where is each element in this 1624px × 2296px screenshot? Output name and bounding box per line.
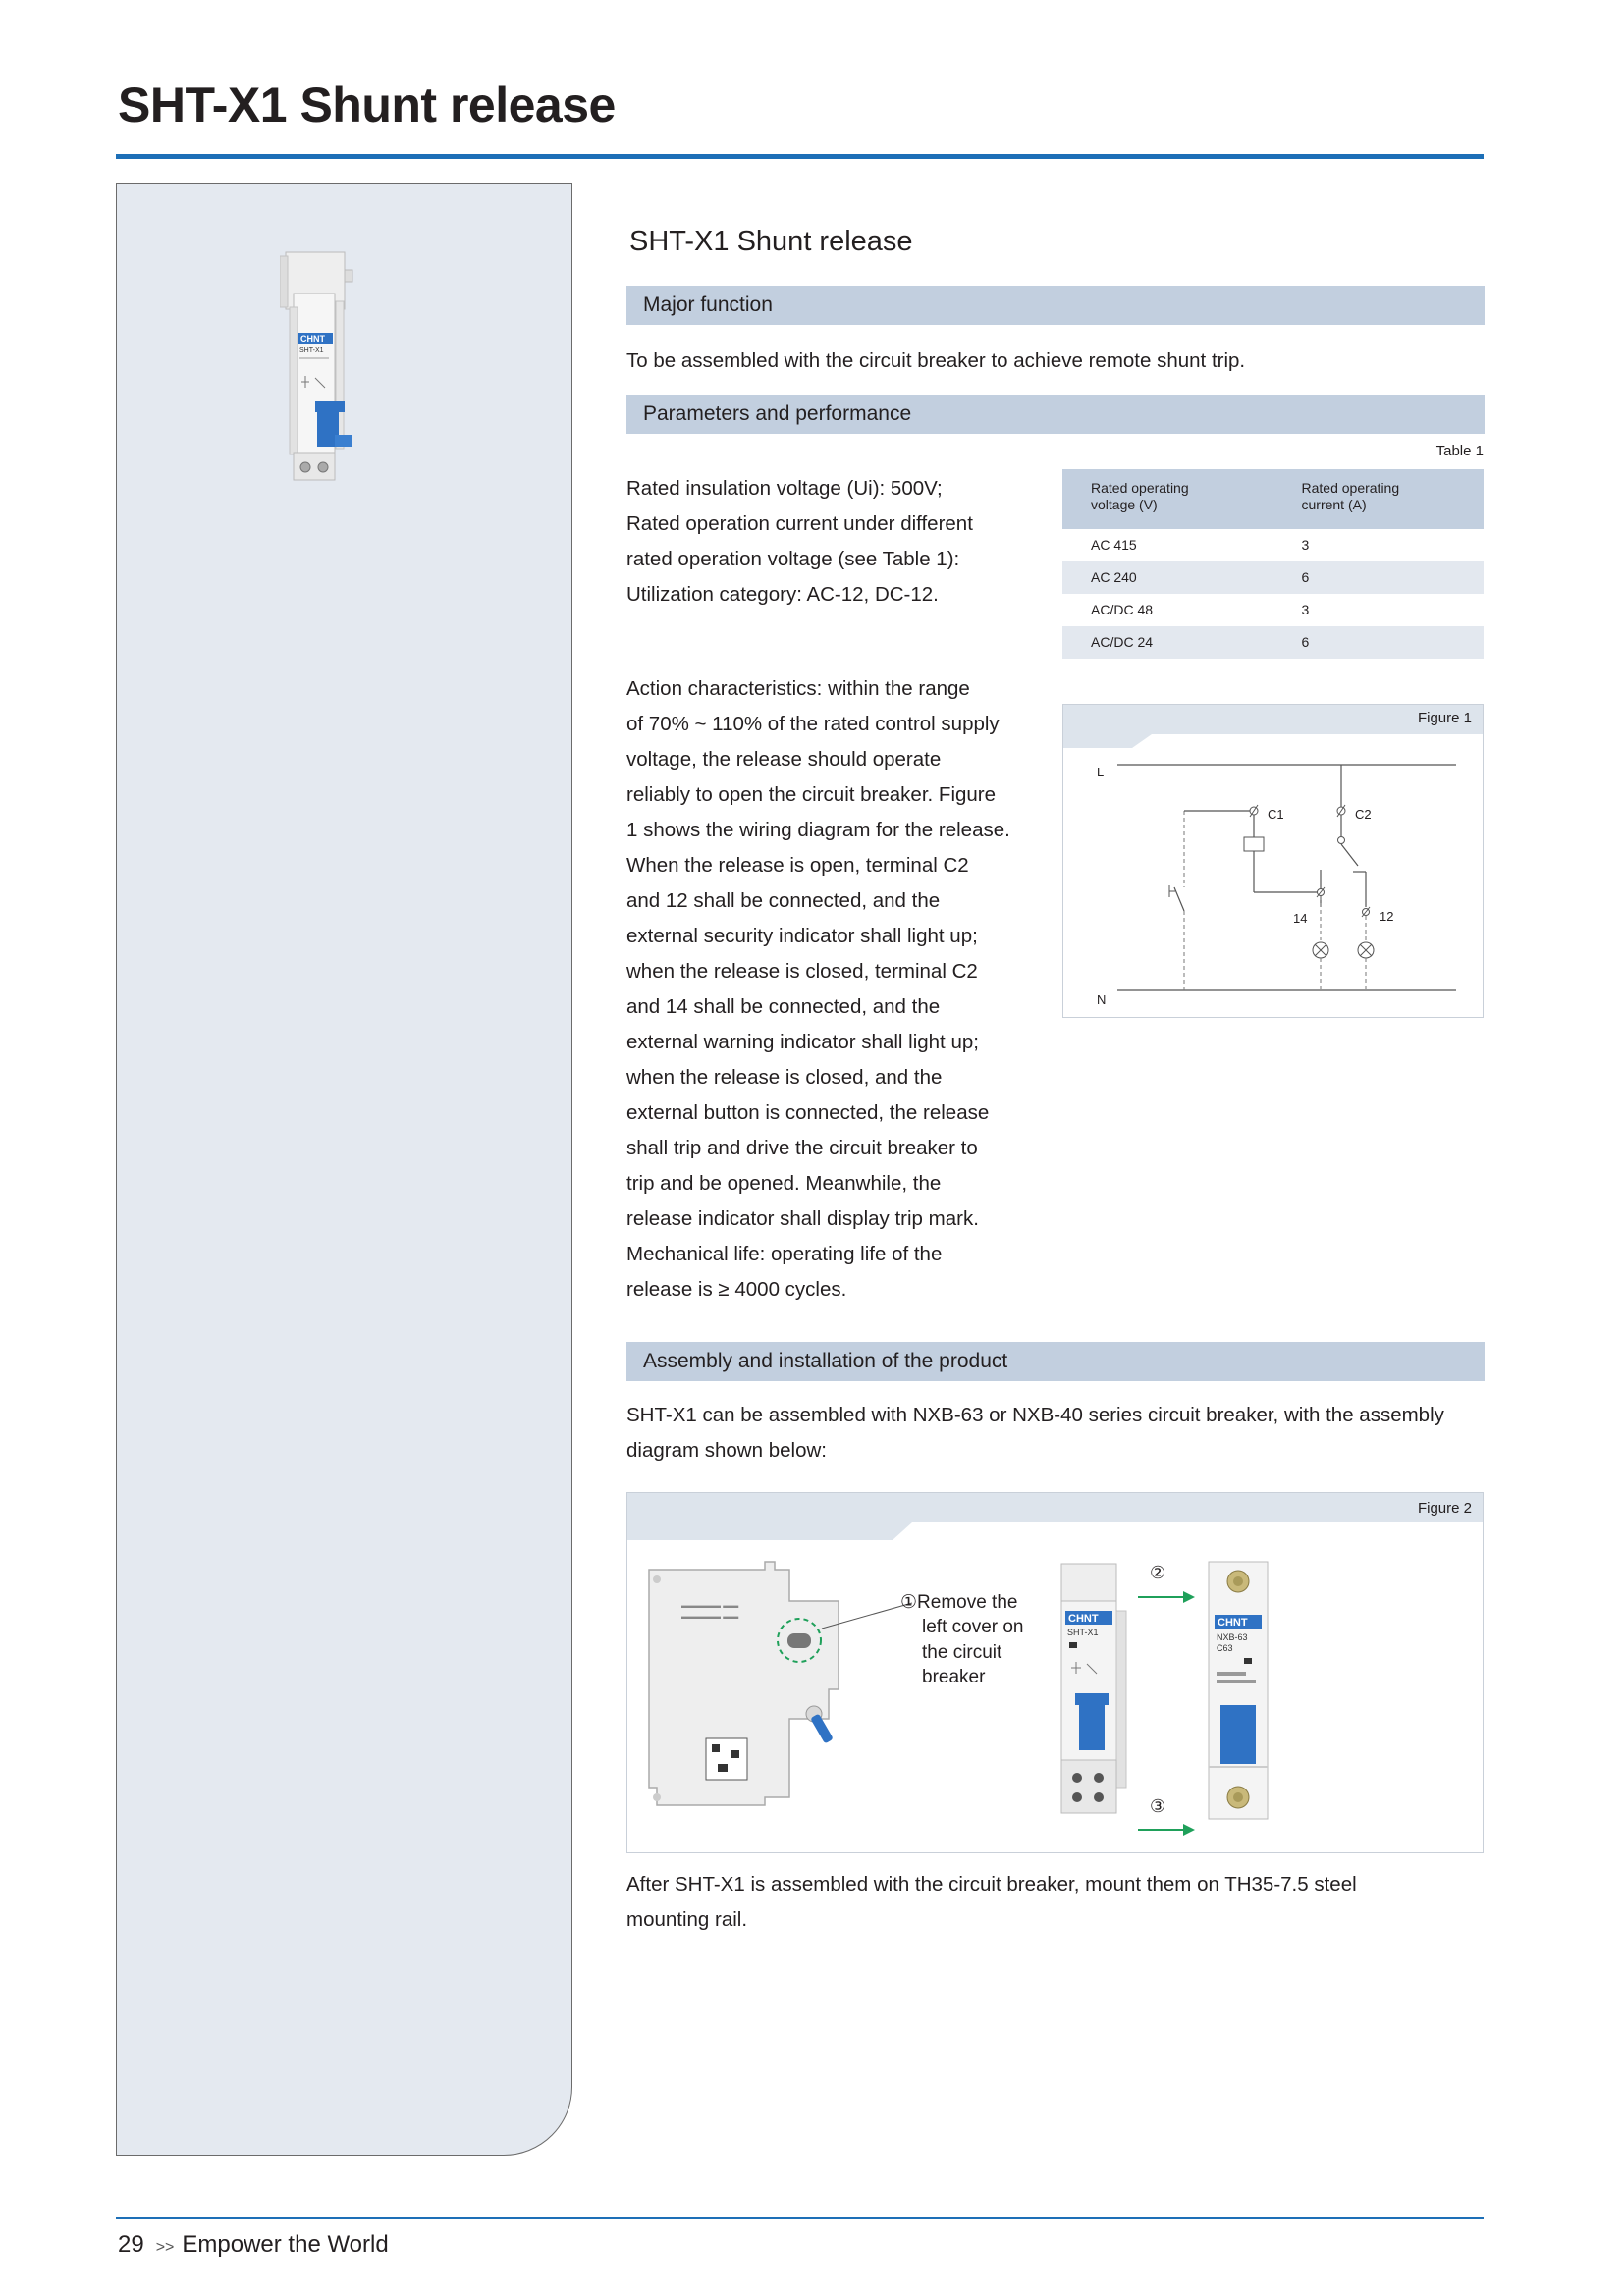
mounting-text: [626, 1867, 1357, 1938]
table-row: [1062, 594, 1484, 626]
assembly-line: SHT-X1 can be assembled with NXB-63 or NXB-40 series circuit breaker, with the assembly: [626, 1404, 1444, 1426]
step3-arrow-icon: [1138, 1824, 1195, 1836]
page-title: SHT-X1 Shunt release: [118, 78, 616, 133]
circuit-breaker-front-view: [1209, 1562, 1268, 1819]
figure1-wiring-diagram: [1062, 704, 1484, 1018]
action-line: shall trip and drive the circuit breaker to: [626, 1137, 978, 1159]
table-cell: AC/DC 48: [1091, 602, 1154, 617]
assembly-heading: Assembly and installation of the product: [626, 1342, 1485, 1381]
figure2-assembly-diagram: [626, 1492, 1484, 1853]
neutral-terminal-label: N: [1097, 992, 1107, 1007]
table-cell: 6: [1273, 561, 1485, 594]
table-cell: 3: [1301, 537, 1310, 553]
table-cell: 3: [1301, 602, 1310, 617]
line-terminal-label: L: [1097, 765, 1105, 779]
release-model-label: SHT-X1: [1067, 1628, 1099, 1637]
parameters-text: [626, 471, 973, 613]
parameters-line: Rated operation current under different: [626, 512, 973, 535]
step3-marker: ③: [1150, 1796, 1166, 1817]
mounting-line: After SHT-X1 is assembled with the circuit breaker, mount them on TH35-7.5 steel: [626, 1873, 1357, 1896]
mounting-line: mounting rail.: [626, 1908, 748, 1931]
action-line: external button is connected, the release: [626, 1101, 990, 1124]
table-header-row: [1062, 469, 1484, 529]
table-header-current: Rated operating current (A): [1273, 469, 1485, 529]
table-row: [1062, 626, 1484, 659]
page-number: 29: [118, 2231, 144, 2258]
step2-marker: ②: [1150, 1563, 1166, 1583]
svg-text:▬▬▬▬▬ ▬▬: ▬▬▬▬▬ ▬▬: [681, 1601, 739, 1610]
product-model-label: SHT-X1: [299, 347, 324, 354]
warning-lamp-icon: [1313, 942, 1328, 958]
footer-arrows: >>: [155, 2239, 175, 2256]
major-function-heading: Major function: [626, 286, 1485, 325]
action-line: release is ≥ 4000 cycles.: [626, 1278, 847, 1301]
release-brand-label: CHNT: [1068, 1613, 1099, 1625]
security-lamp-icon: [1358, 942, 1374, 958]
action-line: external warning indicator shall light up;: [626, 1031, 979, 1053]
parameters-line: Utilization category: AC-12, DC-12.: [626, 583, 939, 606]
product-brand-label: CHNT: [300, 334, 325, 344]
action-line: reliably to open the circuit breaker. Figure: [626, 783, 997, 806]
shunt-release-front-view: [1061, 1564, 1126, 1813]
step1-line-1: ①Remove the: [900, 1592, 1018, 1613]
action-line: when the release is closed, terminal C2: [626, 960, 978, 983]
action-line: and 12 shall be connected, and the: [626, 889, 941, 912]
assembly-diagram-svg: [627, 1493, 1483, 1852]
product-image: [280, 250, 407, 486]
action-line: 1 shows the wiring diagram for the release.: [626, 819, 1010, 841]
c1-terminal-label: C1: [1268, 807, 1284, 822]
c2-terminal-label: C2: [1355, 807, 1372, 822]
table-row: [1062, 561, 1484, 594]
footer: [118, 2231, 389, 2259]
wiring-diagram-svg: [1063, 705, 1483, 1017]
breaker-model-label: NXB-63: [1217, 1632, 1248, 1642]
svg-text:▬▬▬▬▬ ▬▬: ▬▬▬▬▬ ▬▬: [681, 1612, 739, 1621]
table1-caption: Table 1: [1435, 443, 1484, 459]
parameters-heading: Parameters and performance: [626, 395, 1485, 434]
figure1-caption: Figure 1: [1417, 710, 1472, 726]
footer-slogan: Empower the World: [182, 2231, 389, 2258]
footer-divider: [116, 2217, 1484, 2219]
action-line: of 70% ~ 110% of the rated control supply: [626, 713, 1000, 735]
action-line: When the release is open, terminal C2: [626, 854, 969, 877]
table-cell: AC 415: [1091, 537, 1137, 553]
action-characteristics-text: [626, 671, 1010, 1308]
major-function-text: To be assembled with the circuit breaker to achieve remote shunt trip.: [626, 349, 1246, 372]
table-header-voltage: Rated operating voltage (V): [1062, 469, 1273, 529]
step2-arrow-icon: [1138, 1591, 1195, 1603]
breaker-rating-label: C63: [1217, 1643, 1233, 1653]
table-cell: 6: [1273, 626, 1485, 659]
parameters-table: [1062, 469, 1484, 659]
step1-line-4: breaker: [922, 1667, 986, 1687]
action-line: external security indicator shall light up;: [626, 925, 978, 947]
assembly-line: diagram shown below:: [626, 1439, 827, 1462]
product-title: SHT-X1 Shunt release: [629, 226, 913, 257]
parameters-line: Rated insulation voltage (Ui): 500V;: [626, 477, 943, 500]
action-line: trip and be opened. Meanwhile, the: [626, 1172, 942, 1195]
table-cell: AC 240: [1062, 561, 1273, 594]
figure2-caption: Figure 2: [1417, 1500, 1472, 1517]
action-line: release indicator shall display trip mark.: [626, 1207, 979, 1230]
step1-line-3: the circuit: [922, 1642, 1002, 1663]
breaker-side-view: [649, 1562, 839, 1805]
assembly-text: [626, 1398, 1444, 1468]
table-row: [1062, 529, 1484, 561]
action-line: when the release is closed, and the: [626, 1066, 943, 1089]
parameters-line: rated operation voltage (see Table 1):: [626, 548, 960, 570]
terminal-12-label: 12: [1380, 909, 1394, 924]
action-line: and 14 shall be connected, and the: [626, 995, 941, 1018]
action-line: Action characteristics: within the range: [626, 677, 970, 700]
step1-line-2: left cover on: [922, 1617, 1024, 1637]
action-line: voltage, the release should operate: [626, 748, 942, 771]
terminal-14-label: 14: [1293, 911, 1308, 926]
breaker-brand-label: CHNT: [1218, 1617, 1248, 1629]
action-line: Mechanical life: operating life of the: [626, 1243, 943, 1265]
table-cell: AC/DC 24: [1062, 626, 1273, 659]
title-divider: [116, 154, 1484, 159]
